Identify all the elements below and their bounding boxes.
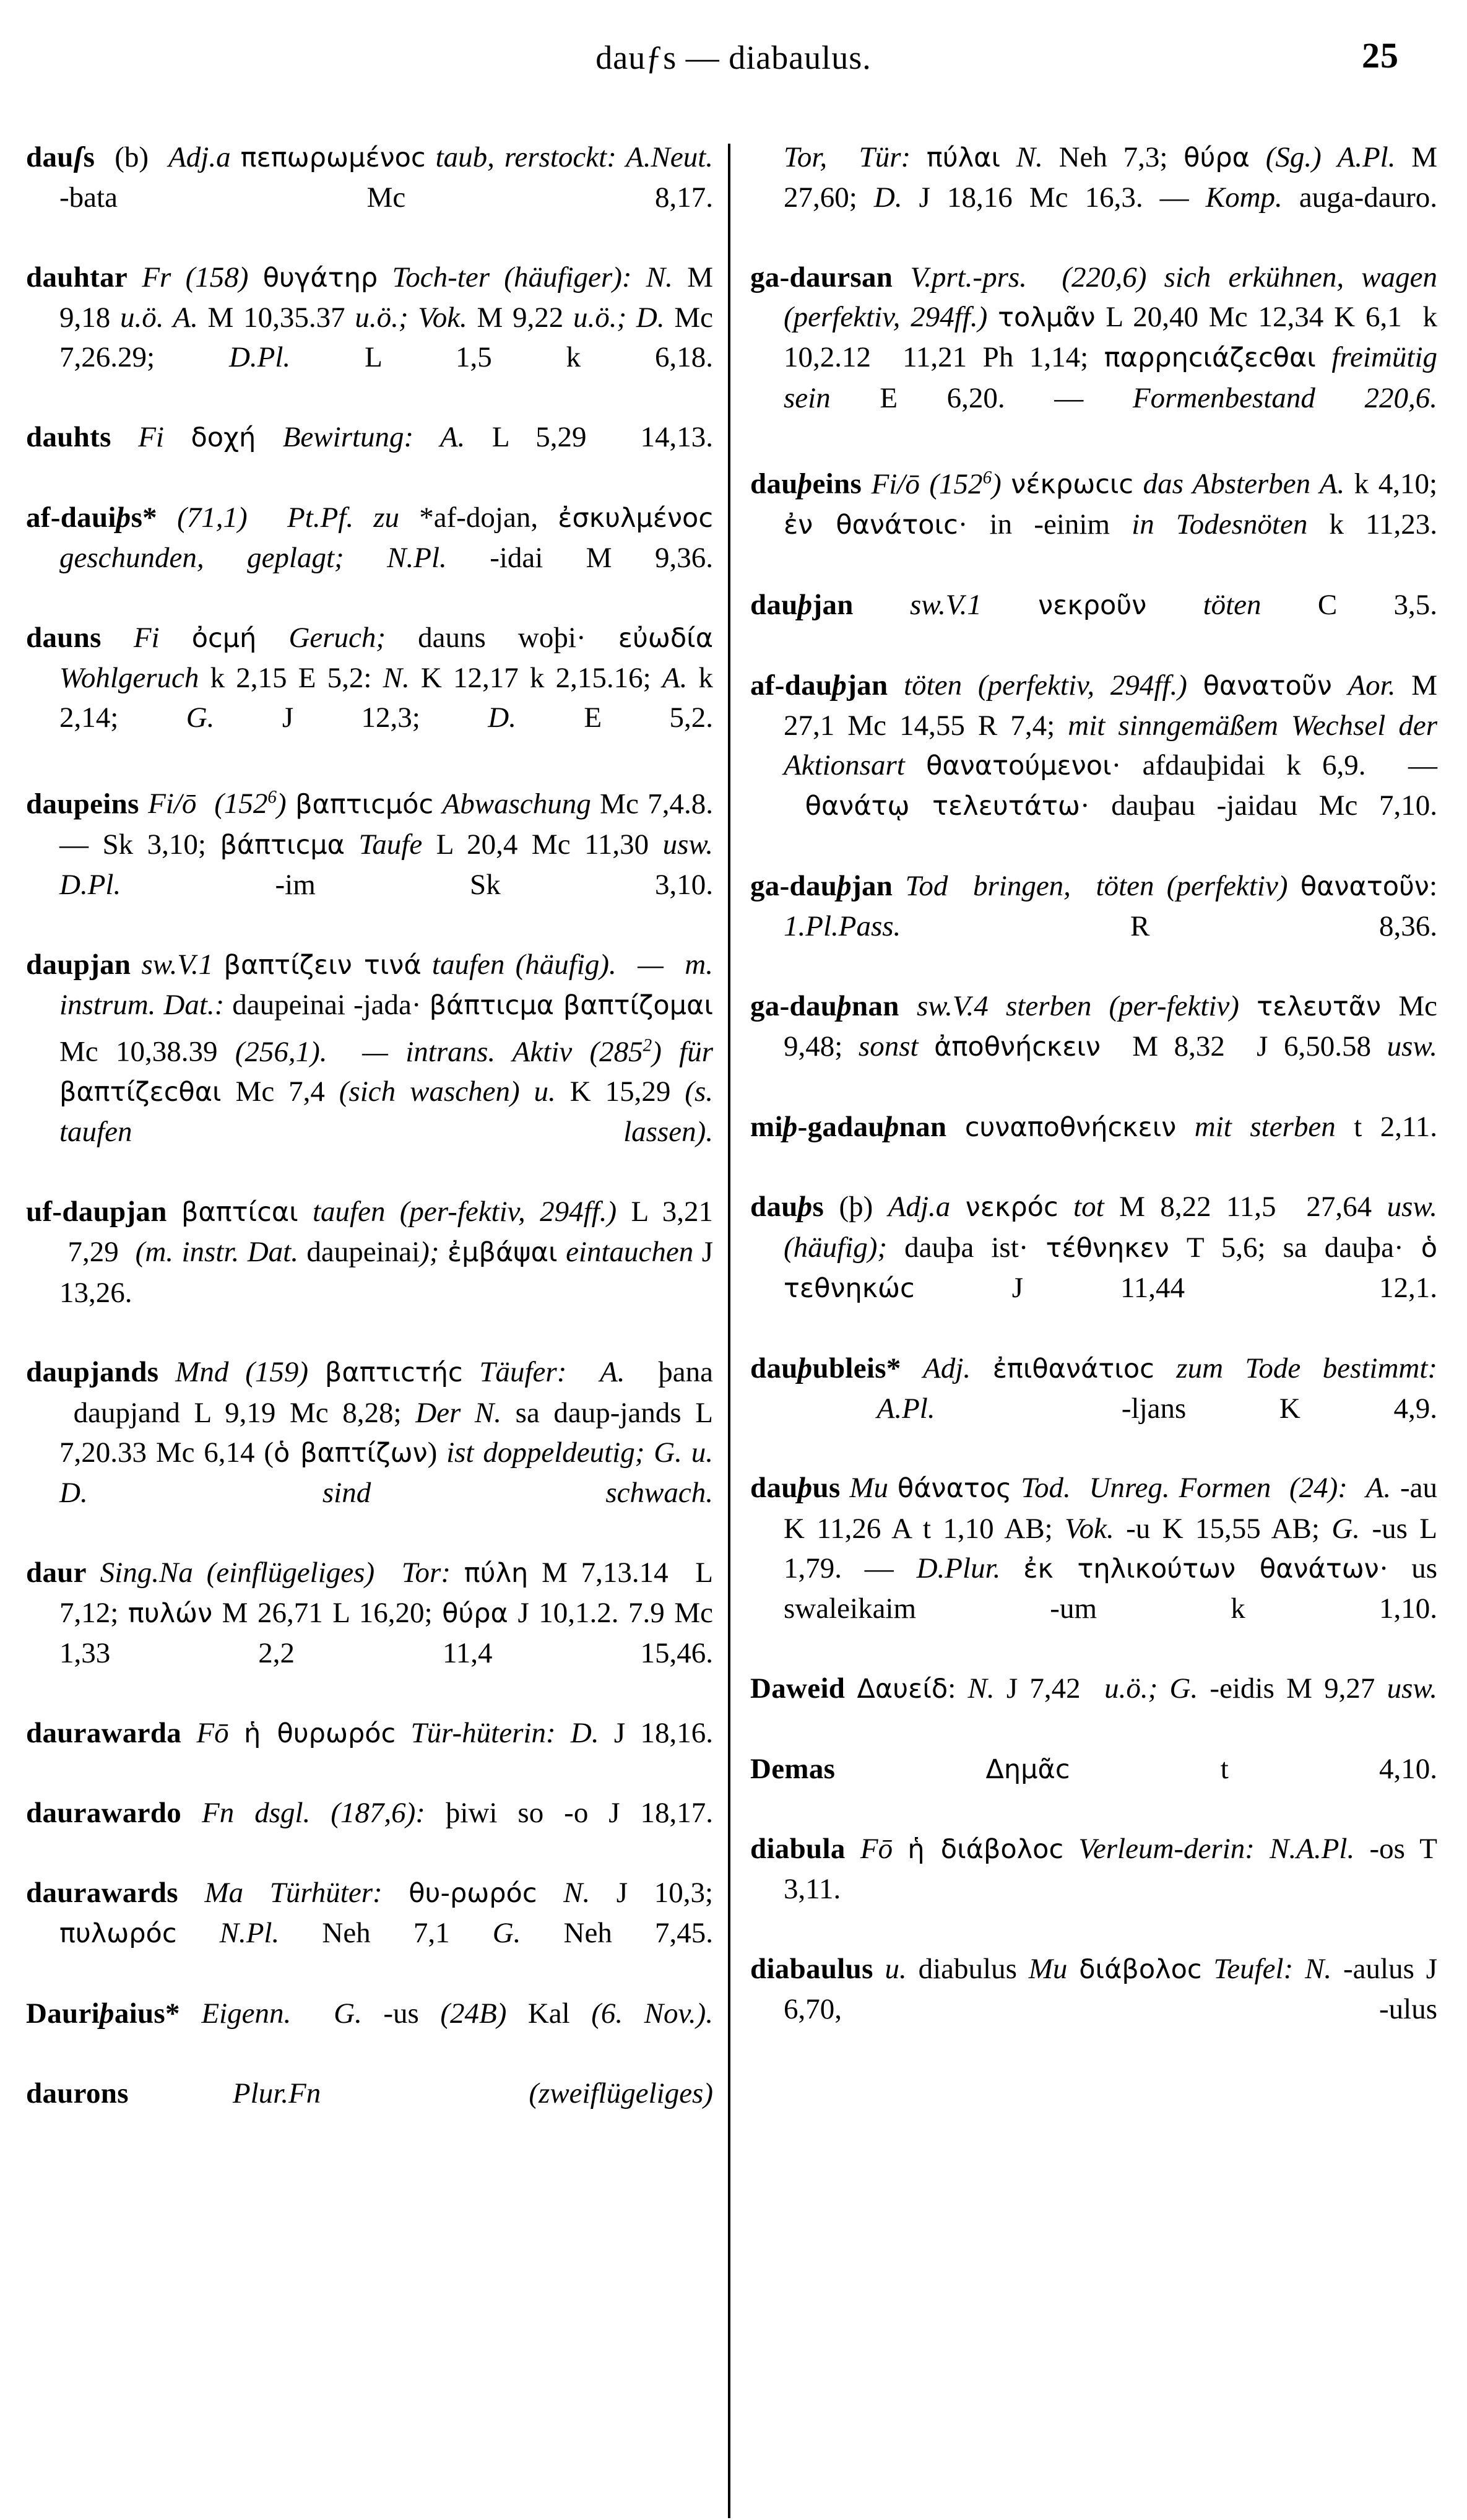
dictionary-entry: daupeins Fi/ō $(152^6)$ βαπτιcμόc Abwaschung Mc 7,4.8. — Sk 3,10; βάπτιcμα Taufe L 20,4 Mc 11,30 usw. D.Pl. -im Sk 3,10. [26,787,714,901]
gloss: Bewirtung: A. [282,421,465,454]
gloss: taufen (per-fektiv, 294ff.) [312,1196,617,1228]
dictionary-entry: daurawarda Fō ἡ θυρωρόc Tür-hüterin: D. J 18,16. [26,1716,714,1749]
dictionary-entry: diabaulus u. diabulus Mu διάβολοc Teufel: N. -aulus J 6,70, -ulus [750,1953,1438,2026]
greek-word: πύλαι [926,142,1001,173]
dictionary-entry: ga-dauþjan Tod bringen, töten (perfektiv) θανατοῦν: 1.Pl.Pass. R 8,36. [750,870,1437,943]
grammar-abbrev: Fō [196,1716,229,1749]
dictionary-entry: dauþjan sw.V.1 νεκροῦν töten C 3,5. [750,588,1438,621]
headword: daupjands [26,1356,159,1389]
gloss: taufen (häufig). — m. instrum. Dat.: [59,948,713,1021]
headword: dauþjan [750,588,854,621]
gloss: geschunden, geplagt; N.Pl. [59,541,447,574]
gloss: mit sterben [1194,1110,1336,1143]
greek-word: ἐπιθανάτιοc [992,1353,1154,1384]
headword: daurawards [26,1877,178,1910]
gloss: Verleum-derin: N.A.Pl. [1078,1833,1355,1866]
dictionary-entry: dauns Fi ὀcμή Geruch; dauns woþi· εὐωδία Wohlgeruch k 2,15 E 5,2: N. K 12,17 k 2,15.16; A. k 2,14; G. J 12,3; D. E 5,2. [26,621,714,734]
two-column-body [0,137,1467,2520]
gloss: tot [1073,1191,1104,1223]
headword: af-dauþjan [750,669,888,702]
dictionary-entry: dauþubleis* Adj. ἐπιθανάτιοc zum Tode bestimmt: A.Pl. -ljans K 4,9. [750,1352,1438,1425]
grammar-abbrev: Fō [860,1833,893,1866]
headword: uf-daupjan [26,1196,167,1228]
headword: daupeins [26,788,139,820]
greek-word: δοχή [191,422,256,454]
headword: ga-dauþnan [750,989,899,1022]
grammar-abbrev: Adj.a [888,1191,951,1223]
grammar-abbrev: Fi [138,421,164,454]
dictionary-entry: daupjands Mnd (159) βαπτιcτήc Täufer: A. þana daupjand L 9,19 Mc 8,28; Der N. sa daup-jands L 7,20.33 Mc 6,14 (ὁ βαπτίζων) ist doppeldeutig; G. u. D. sind schwach. [26,1356,714,1510]
gloss: zum Tode bestimmt: A.Pl. [784,1352,1438,1425]
headword: dauhts [26,421,111,454]
headword: af-dauiþs* [26,501,157,534]
grammar-abbrev: Plur.Fn (zweiflügeliges) [232,2077,714,2109]
grammar-abbrev: Ma Türhüter: [204,1877,383,1910]
right-column [750,137,1437,2520]
gloss: Tür-hüterin: D. [410,1716,599,1749]
greek-word: νεκροῦν [1038,589,1147,621]
grammar-abbrev: Fn dsgl. (187,6): [202,1797,425,1830]
page-number: 25 [1362,35,1399,76]
headword: daurawarda [26,1716,182,1749]
dictionary-entry: daurawardo Fn dsgl. (187,6): þiwi so -o J 18,17. [26,1797,714,1830]
grammar-abbrev: Sing.Na (einflügeliges) Tor: [100,1556,451,1589]
gloss: Abwaschung [442,788,591,820]
dictionary-entry: dauþus Mu θάνατος Tod. Unreg. Formen (24): A. -au K 11,26 A t 1,10 AB; Vok. -u K 15,55 AB; G. -us L 1,79. — D.Plur. ἐκ τηλικούτων θανάτων· us swaleikaim -um k 1,10. [750,1472,1438,1625]
greek-word: θυγάτηρ [262,262,378,293]
greek-word: διάβολοc [1079,1954,1202,1986]
column-divider-rule [728,144,730,2518]
gloss: Tor, Tür: [784,141,911,173]
gloss: Toch-ter (häufiger): N. [392,261,673,293]
dictionary-entry: daupjan sw.V.1 βαπτίζειν τινά taufen (häufig). — m. instrum. Dat.: daupeinai -jada· βάπτιcμα βαπτίζομαι Mc 10,38.39 (256,1). — intrans. Aktiv $(285^2)$ für βαπτίζεcθαι Mc 7,4 (sich waschen) u. K 15,29 (s. taufen lassen). [26,948,714,1149]
greek-word: θάνατος [897,1473,1012,1505]
headword: miþ-gadauþnan [750,1110,947,1143]
dictionary-entry: Demas Δημᾶc t 4,10. [750,1752,1438,1785]
gloss: töten [1203,588,1261,621]
grammar-abbrev: u. [885,1953,907,1986]
greek-word: ὀcμή [191,622,257,654]
greek-word: Δαυείδ [857,1673,948,1705]
headword: ga-daursan [750,261,893,293]
dictionary-entry: dauhts Fi δοχή Bewirtung: A. L 5,29 14,13. [26,421,714,454]
dictionary-entry: ga-daursan V.prt.-prs. (220,6) sich erkühnen, wagen (perfektiv, 294ff.) τολμᾶν L 20,40 Mc 12,34 K 6,1 k 10,2.12 11,21 Ph 1,14; παρρηcιάζεcθαι freimütig sein E 6,20. — Formenbestand 220,6. [750,261,1438,414]
gloss: Teufel: N. [1213,1953,1332,1986]
grammar-abbrev: Mu [849,1472,889,1505]
headword: Dauriþaius* [26,1997,180,2030]
headword: daurons [26,2077,129,2109]
dictionary-entry: dauſs (b) Adj.a πεπωρωμένοc taub, rerstockt: A.Neut. -bata Mc 8,17. [26,141,713,214]
greek-word: τελευτᾶν [1257,991,1382,1022]
headword: Daweid [750,1672,846,1705]
dictionary-entry: daurawards Ma Türhüter: θυ-ρωρόc N. J 10,3; πυλωρόc N.Pl. Neh 7,1 G. Neh 7,45. [26,1877,713,1950]
greek-word: ἡ θυρωρόc [243,1718,396,1749]
grammar-abbrev: Fi [133,621,160,654]
greek-word: πύλη [464,1557,529,1589]
greek-word: θυ-ρωρόc [409,1878,537,1910]
headword: daur [26,1556,87,1589]
dictionary-entry: Daweid Δαυείδ: N. J 7,42 u.ö.; G. -eidis M 9,27 usw. [750,1672,1437,1705]
dictionary-entry-continuation: Tor, Tür: πύλαι N. Neh 7,3; θύρα (Sg.) A.Pl. M 27,60; D. J 18,16 Mc 16,3. — Komp. auga-dauro. [784,141,1438,214]
headword: dauþeins [750,468,862,501]
dictionary-entry: dauþeins Fi/ō $(152^6)$ νέκρωcιc das Absterben A. k 4,10; ἐν θανάτοιc· in -einim in Todesnöten k 11,23. [750,467,1438,541]
dictionary-entry: diabula Fō ἡ διάβολοc Verleum-derin: N.A.Pl. -os T 3,11. [750,1833,1438,1906]
greek-word: νέκρωcιc [1011,469,1134,501]
headword: dauþubleis* [750,1352,901,1384]
gloss: töten (perfektiv, 294ff.) [904,669,1187,702]
headword: diabaulus [750,1953,873,1986]
grammar-abbrev: Eigenn. G. [201,1997,362,2030]
grammar-abbrev: Mnd (159) [175,1356,309,1389]
dictionary-entry: af-dauþjan töten (perfektiv, 294ff.) θανατοῦν Aor. M 27,1 Mc 14,55 R 7,4; mit sinngemäßem Wechsel der Aktionsart θανατούμενοι· afdauþidai k 6,9. — θανάτῳ τελευτάτω· dauþau -jaidau Mc 7,10. [750,669,1437,822]
grammar-abbrev: sw.V.1 [910,588,982,621]
grammar-abbrev: sw.V.4 sterben (per-fektiv) [916,989,1239,1022]
gloss: Täufer: A. [479,1356,625,1389]
greek-word: βαπτιcτήc [324,1357,463,1389]
gloss: taub, rerstockt: A.Neut. [435,141,713,173]
grammar-abbrev: (71,1) Pt.Pf. zu [177,501,400,534]
gloss: Geruch; [288,621,386,654]
greek-word: βαπτίcαι [181,1197,298,1228]
grammar-abbrev: N. [967,1672,995,1705]
headword: Demas [750,1752,836,1785]
greek-word: τολμᾶν [998,302,1096,334]
greek-word: θανατοῦν [1203,670,1332,702]
grammar-abbrev: Adj.a [168,141,231,173]
headword: dauhtar [26,261,128,293]
left-column [26,137,713,2520]
greek-word: βαπτιcμόc [295,789,434,820]
greek-word: βαπτίζειν τινά [223,949,422,981]
greek-word: cυναποθνήcκειν [964,1111,1177,1143]
grammar-abbrev: sw.V.1 [141,948,214,981]
gloss: Tod. Unreg. Formen (24): A. [1021,1472,1391,1505]
dictionary-entry: uf-daupjan βαπτίcαι taufen (per-fektiv, 294ff.) L 3,21 7,29 (m. instr. Dat. daupeinai); ἐμβάψαι eintauchen J 13,26. [26,1196,714,1309]
grammar-abbrev: Adj. [923,1352,971,1384]
dictionary-entry: af-dauiþs* (71,1) Pt.Pf. zu *af-dojan, ἐσκυλμένοc geschunden, geplagt; N.Pl. -idai M 9,36. [26,501,713,574]
dictionary-entry: ga-dauþnan sw.V.4 sterben (per-fektiv) τελευτᾶν Mc 9,48; sonst ἀποθνήcκειν M 8,32 J 6,50.58 usw. [750,989,1438,1063]
headword: dauþus [750,1472,841,1505]
dictionary-entry: daur Sing.Na (einflügeliges) Tor: πύλη M 7,13.14 L 7,12; πυλών M 26,71 L 16,20; θύρα J 10,1.2. 7.9 Mc 1,33 2,2 11,4 15,46. [26,1556,714,1670]
headword: daurawardo [26,1797,182,1830]
grammar-abbrev: Fi/ō $(152^6)$ [871,467,1002,501]
running-title: dauƒs — diabaulus. [595,39,872,76]
greek-word: ἐσκυλμένοc [558,502,713,534]
headword: dauſs [26,141,95,173]
greek-word: ἡ διάβολοc [907,1834,1064,1866]
headword: diabula [750,1833,846,1866]
headword: dauns [26,621,102,654]
greek-word: Δημᾶc [985,1753,1070,1785]
gloss: das Absterben A. [1143,468,1345,501]
dictionary-entry: Dauriþaius* Eigenn. G. -us (24B) Kal (6. Nov.). [26,1997,713,2030]
dictionary-entry: miþ-gadauþnan cυναποθνήcκειν mit sterben t 2,11. [750,1110,1437,1143]
headword: daupjan [26,948,131,981]
gloss: Tod bringen, töten (perfektiv) [905,870,1288,902]
grammar-abbrev: Fi/ō $(152^6)$ [148,787,287,820]
headword: dauþs [750,1191,824,1223]
dictionary-entry: dauhtar Fr (158) θυγάτηρ Toch-ter (häufiger): N. M 9,18 u.ö. A. M 10,35.37 u.ö.; Vok. M 9,22 u.ö.; D. Mc 7,26.29; D.Pl. L 1,5 k 6,18. [26,261,714,374]
headword: ga-dauþjan [750,870,893,902]
greek-word: πεπωρωμένοc [240,142,426,173]
grammar-abbrev: Fr (158) [142,261,249,293]
greek-word: θανατοῦν [1300,871,1429,902]
greek-word: νεκρόc [965,1192,1058,1223]
dictionary-entry: dauþs (þ) Adj.a νεκρόc tot M 8,22 11,5 27,64 usw. (häufig); dauþa ist· τέθνηκεν T 5,6; sa dauþa· ὁ τεθνηκώc J 11,44 12,1. [750,1191,1438,1304]
grammar-abbrev: V.prt.-prs. (220,6) sich erkühnen, wagen (perfektiv, 294ff.) [784,261,1438,334]
running-head [0,35,1467,88]
dictionary-entry [26,2074,713,2153]
